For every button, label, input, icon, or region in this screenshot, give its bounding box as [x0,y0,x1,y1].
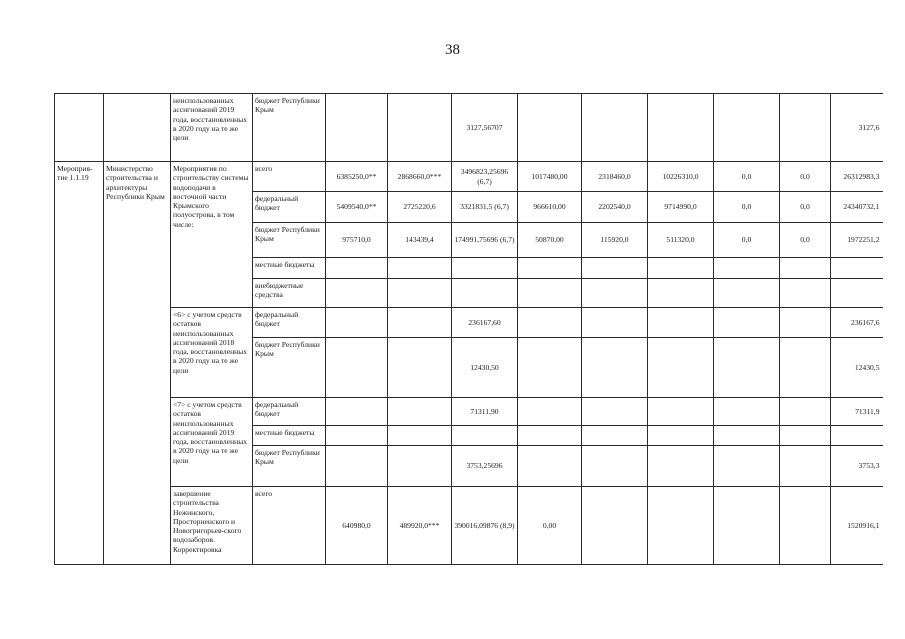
value-cell [780,338,831,398]
value-cell: 3753,25696 [452,446,518,487]
total-cell [831,258,883,279]
source-cell: всего [253,162,326,192]
value-cell: 0,0 [714,162,780,192]
value-cell: 489920,0*** [388,487,452,565]
completion-desc: завершение строительства Нежинского, Просторненского и Новогригорьев-ского водозаборов. Корректировка [171,487,253,565]
value-cell [648,279,714,308]
source-cell: бюджет Республики Крым [253,446,326,487]
total-cell [831,279,883,308]
source-cell: местные бюджеты [253,258,326,279]
value-cell [714,258,780,279]
value-cell [648,308,714,338]
value-cell [714,426,780,446]
value-cell [518,258,582,279]
empty-cell [104,94,171,162]
budget-table [54,93,883,565]
measure-name: Мероприятия по строительству системы водоподачи в восточной части Крымского полуострова, в том числе: [171,162,253,308]
value-cell [326,338,388,398]
value-cell: 1017480,00 [518,162,582,192]
value-cell [518,279,582,308]
total-cell: 24340732,1 [831,192,883,223]
value-cell: 71311,90 [452,398,518,426]
desc-cell: неиспользованных ассигнований 2019 года, восстановленных в 2020 году на те же цели [171,94,253,162]
value-cell [714,487,780,565]
total-cell: 71311,9 [831,398,883,426]
value-cell [388,446,452,487]
value-cell [326,398,388,426]
value-cell [388,308,452,338]
value-cell [326,308,388,338]
source-cell: федеральный бюджет [253,192,326,223]
value-cell [648,446,714,487]
value-cell [582,279,648,308]
value-cell [518,308,582,338]
value-cell: 2725220,6 [388,192,452,223]
source-cell: федеральный бюджет [253,308,326,338]
value-cell: 0,0 [714,223,780,258]
value-cell [452,279,518,308]
value-cell [780,446,831,487]
value-cell [780,308,831,338]
value-cell [582,258,648,279]
value-cell: 640980,0 [326,487,388,565]
value-cell: 2868660,0*** [388,162,452,192]
value-cell: 5409540,0** [326,192,388,223]
value-cell [388,258,452,279]
value-cell [326,446,388,487]
value-cell [648,338,714,398]
total-cell: 12430,5 [831,338,883,398]
value-cell [582,487,648,565]
value-cell: 6385250,0** [326,162,388,192]
note7-desc: <7> с учетом средств остатков неиспользованных ассигнований 2019 года, восстановленных в 2020 году на те же цели [171,398,253,487]
value-cell: 0,0 [780,192,831,223]
value-cell: 3127,56707 [452,94,518,162]
total-cell: 236167,6 [831,308,883,338]
value-cell: 174991,75696 (6,7) [452,223,518,258]
table-row-continuation [55,94,883,162]
value-cell: 2202540,0 [582,192,648,223]
value-cell [582,308,648,338]
value-cell [518,94,582,162]
value-cell [582,338,648,398]
value-cell: 0,0 [780,162,831,192]
value-cell [714,94,780,162]
value-cell: 115920,0 [582,223,648,258]
source-cell: бюджет Республики Крым [253,94,326,162]
value-cell [714,279,780,308]
source-cell: бюджет Республики Крым [253,338,326,398]
source-cell: бюджет Республики Крым [253,223,326,258]
value-cell [326,258,388,279]
value-cell [388,426,452,446]
value-cell [582,446,648,487]
value-cell [582,94,648,162]
value-cell: 390016,09876 (8,9) [452,487,518,565]
value-cell: 50870,00 [518,223,582,258]
total-cell: 1972251,2 [831,223,883,258]
value-cell [780,398,831,426]
value-cell: 966610,00 [518,192,582,223]
value-cell [714,398,780,426]
value-cell [388,338,452,398]
value-cell [326,94,388,162]
value-cell [326,279,388,308]
total-cell [831,426,883,446]
value-cell [518,426,582,446]
value-cell [452,258,518,279]
table-row-note6-federal [55,308,883,338]
total-cell: 26312983,3 [831,162,883,192]
value-cell [388,279,452,308]
value-cell: 511320,0 [648,223,714,258]
value-cell [648,426,714,446]
value-cell [780,258,831,279]
value-cell [452,426,518,446]
measure-executor: Министерство строительства и архитектуры Республики Крым [104,162,171,565]
value-cell [582,426,648,446]
value-cell [388,94,452,162]
measure-code: Мероприя-тие 1.1.19 [55,162,104,565]
value-cell [326,426,388,446]
value-cell [714,308,780,338]
value-cell: 975710,0 [326,223,388,258]
total-cell: 3127,6 [831,94,883,162]
source-cell: всего [253,487,326,565]
value-cell: 0,0 [714,192,780,223]
source-cell: федеральный бюджет [253,398,326,426]
value-cell: 9714990,0 [648,192,714,223]
value-cell: 10226310,0 [648,162,714,192]
value-cell [780,426,831,446]
value-cell [582,398,648,426]
table-row-total [55,162,883,192]
value-cell [714,338,780,398]
page-number: 38 [445,42,460,58]
value-cell: 0,0 [780,223,831,258]
table-row-note7-federal [55,398,883,426]
value-cell: 0,00 [518,487,582,565]
value-cell [780,94,831,162]
total-cell: 3753,3 [831,446,883,487]
value-cell [518,398,582,426]
value-cell: 2318460,0 [582,162,648,192]
total-cell: 1520916,1 [831,487,883,565]
value-cell [648,94,714,162]
value-cell [780,279,831,308]
value-cell: 236167,60 [452,308,518,338]
table-row-completion [55,487,883,565]
value-cell: 3496823,25696 (6,7) [452,162,518,192]
value-cell [388,398,452,426]
note6-desc: <6> с учетом средств остатков неиспользованных ассигнований 2018 года, восстановленных в 2020 году на те же цели [171,308,253,398]
value-cell: 12430,50 [452,338,518,398]
value-cell [648,258,714,279]
source-cell: местные бюджеты [253,426,326,446]
value-cell [518,446,582,487]
value-cell [518,338,582,398]
value-cell [714,446,780,487]
source-cell: внебюджетные средства [253,279,326,308]
value-cell [648,487,714,565]
value-cell: 143439,4 [388,223,452,258]
value-cell [780,487,831,565]
value-cell: 3321831,5 (6,7) [452,192,518,223]
empty-cell [55,94,104,162]
value-cell [648,398,714,426]
